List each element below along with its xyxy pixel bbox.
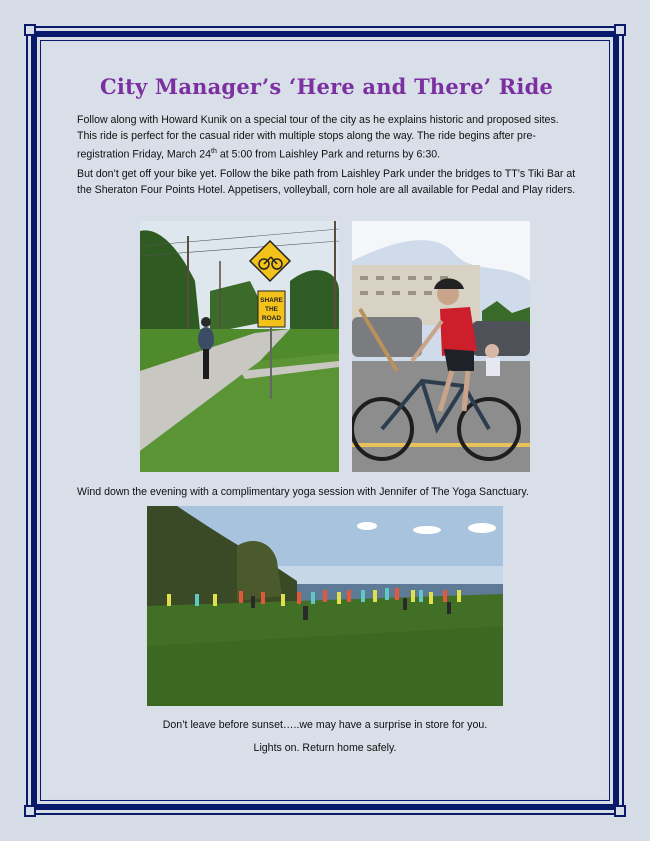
corner-ornament-bottom-right [614,805,626,817]
intro-superscript: th [211,148,217,156]
intro-trail: at 5:00 from Laishley Park and returns by 6:30. [216,148,441,161]
flyer-title: City Manager’s ‘Here and There’ Ride [100,74,554,99]
cyclist-photo [352,221,530,472]
corner-ornament-top-left [24,24,36,36]
yoga-photo [147,506,503,706]
corner-ornament-bottom-left [24,805,36,817]
route-paragraph: But don’t get off your bike yet. Follow the bike path from Laishley Park under the bridges to TT’s Tiki Bar at the Sheraton Four Points Hotel. Appetisers, volleyball, corn hole are all available for Pedal and Play riders. [77,168,576,196]
sign-road: ROAD [261,315,282,322]
closing-note: Lights on. Return home safely. [253,742,397,754]
yoga-paragraph: Wind down the evening with a complimentary yoga session with Jennifer of The Yoga Sanctuary. [77,486,529,498]
corner-ornament-top-right [614,24,626,36]
intro-lead: Follow along with Howard Kunik on a special tour of the city as he explains historic and proposed sites. This ride is perfect for the casual rider with multiple stops along the way. The ride begins after pre-registration Friday, March 24 [77,114,559,161]
sunset-note: Don’t leave before sunset…..we may have a surprise in store for you. [162,719,488,731]
bike-path-photo [140,221,339,472]
sign-share: SHARE [260,297,283,304]
intro-paragraph [77,113,577,163]
sign-the: THE [265,306,278,313]
